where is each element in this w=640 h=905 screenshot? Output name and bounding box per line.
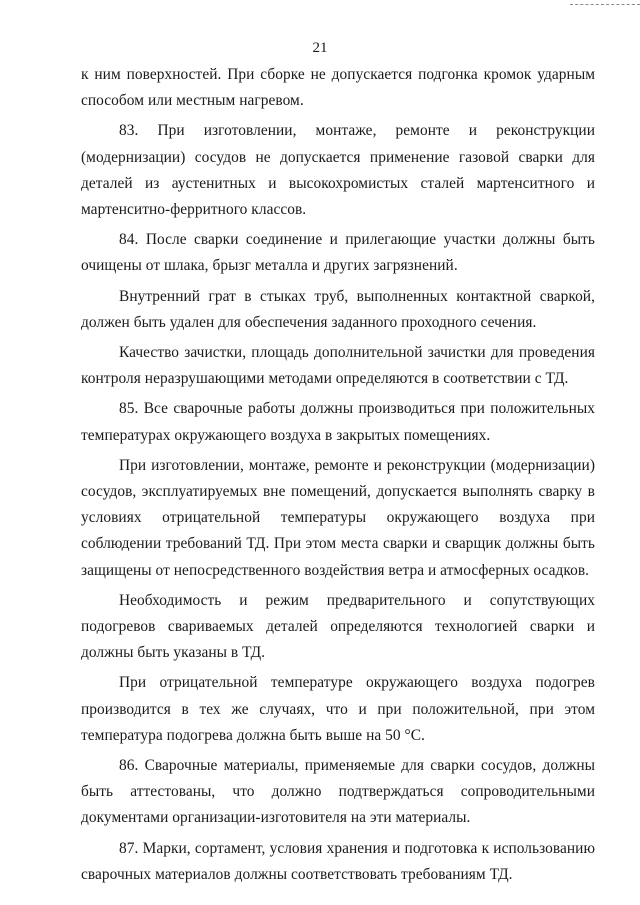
- paragraph-87: 87. Марки, сортамент, условия хранения и подготовка к использованию сварочных материалов должны соответствовать требованиям ТД.: [81, 839, 595, 883]
- paragraph-84-cleaning: Качество зачистки, площадь дополнительной зачистки для проведения контроля неразрушающими методами определяются в соответствии с ТД.: [81, 344, 595, 388]
- document-body: [81, 62, 595, 888]
- paragraph-85-outdoor: При изготовлении, монтаже, ремонте и реконструкции (модернизации) сосудов, эксплуатируемых вне помещений, допускается выполнять сварку в условиях отрицательной температуры окружающего воздуха при соблюдении требований ТД. При этом места сварки и сварщик должны быть защищены от непосредственного воздействия ветра и атмосферных осадков.: [81, 456, 595, 579]
- paragraph-continuation: к ним поверхностей. При сборке не допускается подгонка кромок ударным способом или местным нагревом.: [81, 66, 595, 110]
- paragraph-84-grat: Внутренний грат в стыках труб, выполненных контактной сваркой, должен быть удален для обеспечения заданного проходного сечения.: [81, 287, 595, 331]
- paragraph-86: 86. Сварочные материалы, применяемые для сварки сосудов, должны быть аттестованы, что должно подтверждаться сопроводительными документами организации-изготовителя на эти материалы.: [81, 757, 595, 827]
- paragraph-84: 84. После сварки соединение и прилегающие участки должны быть очищены от шлака, брызг металла и других загрязнений.: [81, 231, 595, 275]
- paragraph-85-negative-temp: При отрицательной температуре окружающего воздуха подогрев производится в тех же случаях, что и при положительной, при этом температура подогрева должна быть выше на 50 °С.: [81, 674, 595, 744]
- scan-edge-mark: [570, 4, 640, 5]
- page-number: 21: [312, 40, 328, 56]
- paragraph-85-preheat: Необходимость и режим предварительного и сопутствующих подогревов свариваемых деталей определяются технологией сварки и должны быть указаны в ТД.: [81, 591, 595, 662]
- paragraph-85: 85. Все сварочные работы должны производиться при положительных температурах окружающего воздуха в закрытых помещениях.: [81, 400, 595, 444]
- paragraph-83: 83. При изготовлении, монтаже, ремонте и реконструкции (модернизации) сосудов не допускается применение газовой сварки для деталей из аустенитных и высокохромистых сталей мартенситного и мартенситно-ферритного классов.: [81, 122, 595, 219]
